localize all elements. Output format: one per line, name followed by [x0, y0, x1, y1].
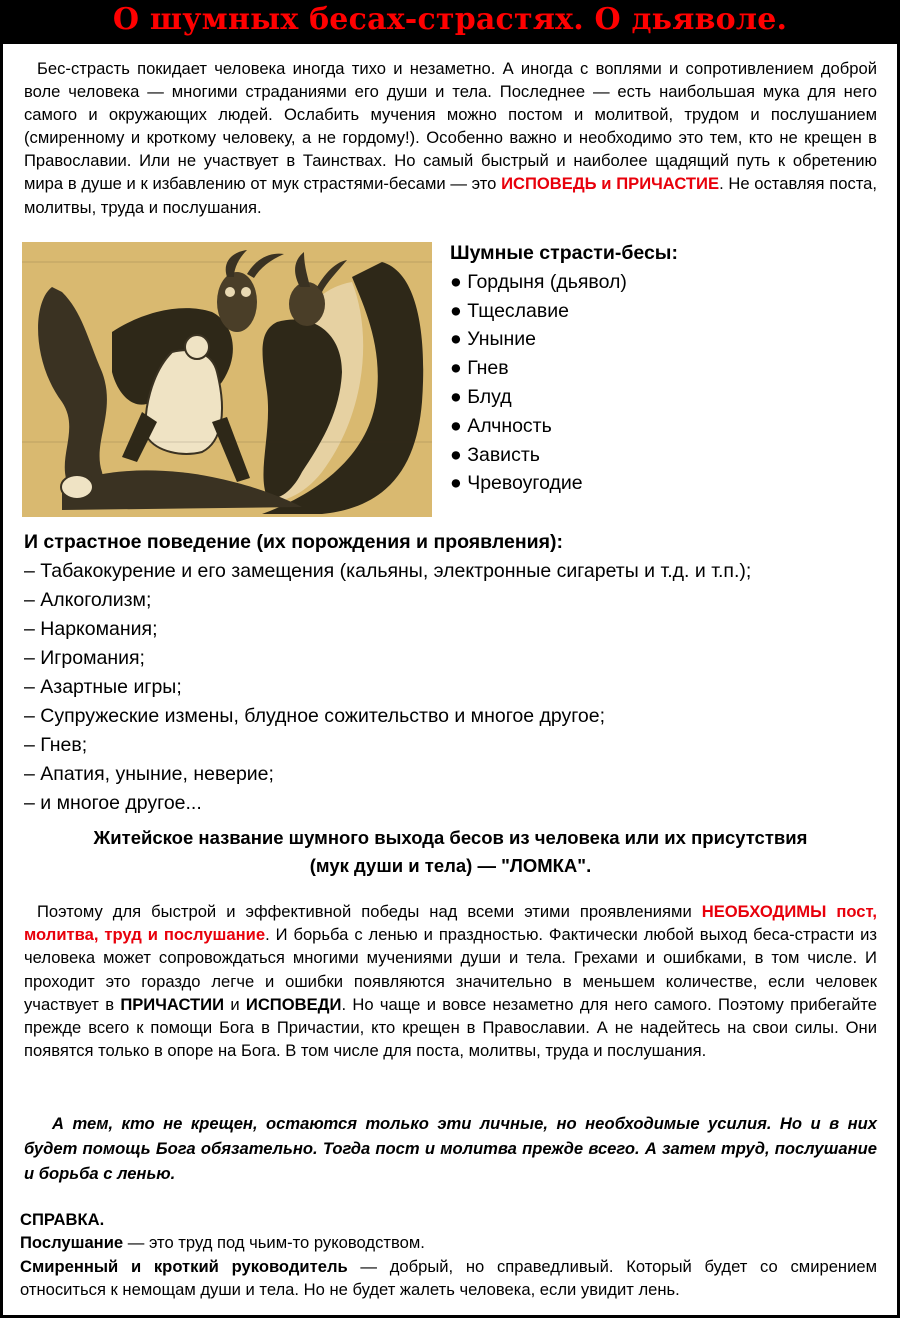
bullet-icon: ● — [450, 357, 462, 380]
reference-entry — [20, 1255, 877, 1302]
para2-bold-confession: ИСПОВЕДИ — [245, 994, 342, 1014]
bullet-icon: ● — [450, 328, 462, 351]
passion-label: Блуд — [467, 385, 512, 408]
victory-paragraph — [24, 900, 877, 1062]
reference-term: Смиренный и кроткий руководитель — [20, 1256, 348, 1276]
list-item — [450, 412, 870, 441]
behaviour-title: И страстное поведение (их порождения и проявления): — [24, 531, 564, 553]
devil-one-head — [217, 272, 257, 332]
para2-text-3: и — [224, 994, 246, 1014]
lomka-heading — [24, 824, 877, 880]
list-item — [450, 383, 870, 412]
woodcut-svg — [22, 242, 432, 517]
reference-section — [20, 1208, 877, 1302]
passion-label: Гордыня (дьявол) — [467, 270, 627, 293]
list-item — [450, 469, 870, 498]
para2-text-2: . И борьба с ленью и праздностью. Фактически любой выход беса-страсти из человека может сопровождаться многими мучениями души и тела. Грехами и ошибками, в том числе. И проходит это гораздо легче и ошибки появляются значительно в меньшем количестве, если человек участвует в — [24, 925, 877, 1014]
intro-text-after: . Не оставляя поста, молитвы, труда и послушания. — [24, 174, 877, 217]
list-item — [450, 354, 870, 383]
bullet-icon: ● — [450, 414, 462, 437]
list-item — [450, 268, 870, 297]
list-item — [450, 325, 870, 354]
reference-entry — [20, 1231, 877, 1254]
lomka-line-1: Житейское название шумного выхода бесов из человека или их присутствия — [93, 827, 808, 848]
bullet-icon: ● — [450, 443, 462, 466]
intro-highlight: ИСПОВЕДЬ и ПРИЧАСТИЕ — [501, 174, 720, 194]
para2-text-1: Поэтому для быстрой и эффективной победы над всеми этими проявлениями — [37, 902, 702, 921]
reference-definition: — это труд под чьим-то руководством. — [123, 1233, 425, 1253]
passion-label: Чревоугодие — [467, 472, 583, 495]
list-item: – Алкоголизм; — [24, 589, 152, 611]
bullet-icon: ● — [450, 472, 462, 495]
list-item: – и многое другое... — [24, 792, 202, 814]
intro-paragraph — [24, 57, 877, 219]
list-item: – Гнев; — [24, 734, 88, 756]
passion-label: Тщеславие — [467, 299, 569, 322]
list-item: – Игромания; — [24, 647, 145, 669]
unbaptized-note: А тем, кто не крещен, остаются только эти личные, но необходимые усилия. Но и в них будет помощь Бога обязательно. Тогда пост и молитва прежде всего. А затем труд, послушание и борьба с ленью. — [24, 1114, 877, 1183]
reference-title: СПРАВКА. — [20, 1210, 105, 1229]
para2-red-highlight: НЕОБХОДИМЫ пост, молитва, труд и послушание — [24, 902, 877, 945]
passion-label: Алчность — [467, 414, 552, 437]
list-item: – Наркомания; — [24, 618, 158, 640]
passionate-behaviour-list — [24, 528, 884, 818]
passion-label: Уныние — [467, 328, 537, 351]
bullet-icon: ● — [450, 385, 462, 408]
passion-label: Зависть — [467, 443, 540, 466]
bullet-icon: ● — [450, 270, 462, 293]
list-item: – Табакокурение и его замещения (кальяны, электронные сигареты и т.д. и т.п.); — [24, 560, 752, 582]
content-area — [3, 44, 897, 1315]
reference-term: Послушание — [20, 1233, 124, 1253]
noisy-passions-title: Шумные страсти-бесы: — [450, 242, 678, 264]
list-item — [450, 297, 870, 326]
para2-text-4: . Но чаще и вовсе незаметно для него самого. Поэтому прибегайте прежде всего к помощи Бога в Причастии, кто крещен в Православии. А не надейтесь на свои силы. Они появятся только в опоре на Бога. В том числе для поста, молитвы, труда и послушания. — [24, 994, 877, 1061]
list-item: – Апатия, уныние, неверие; — [24, 763, 274, 785]
lomka-line-2: (мук души и тела) — "ЛОМКА". — [309, 855, 592, 876]
para2-bold-communion: ПРИЧАСТИИ — [120, 994, 225, 1014]
list-item: – Супружеские измены, блудное сожительство и многое другое; — [24, 705, 606, 727]
woodcut-illustration — [22, 242, 432, 517]
list-item: – Азартные игры; — [24, 676, 182, 698]
bullet-icon: ● — [450, 299, 462, 322]
page-title: О шумных бесах-страстях. О дьяволе. — [112, 2, 788, 37]
passion-label: Гнев — [467, 357, 509, 380]
intro-text-before: Бес-страсть покидает человека иногда тихо и незаметно. А иногда с воплями и сопротивлением доброй воле человека — многими страданиями его души и тела. Последнее — есть наибольшая мука для него самого и окружающих людей. Ослабить мучения можно постом и молитвой, трудом и послушанием (смиренному и кроткому человеку, а не гордому!). Особенно важно и необходимо это тем, кто не крещен в Православии. Или не участвует в Таинствах. Но самый быстрый и наиболее щадящий путь к обретению мира в душе и к избавлению от мук страстями-бесами — это — [24, 59, 877, 194]
list-item — [450, 441, 870, 470]
reference-definition: — добрый, но справедливый. Который будет со смирением относиться к немощам души и тела. Но не будет жалеть человека, если увидит лень. — [20, 1256, 877, 1300]
noisy-passions-list — [450, 239, 870, 498]
header-banner — [0, 0, 900, 44]
